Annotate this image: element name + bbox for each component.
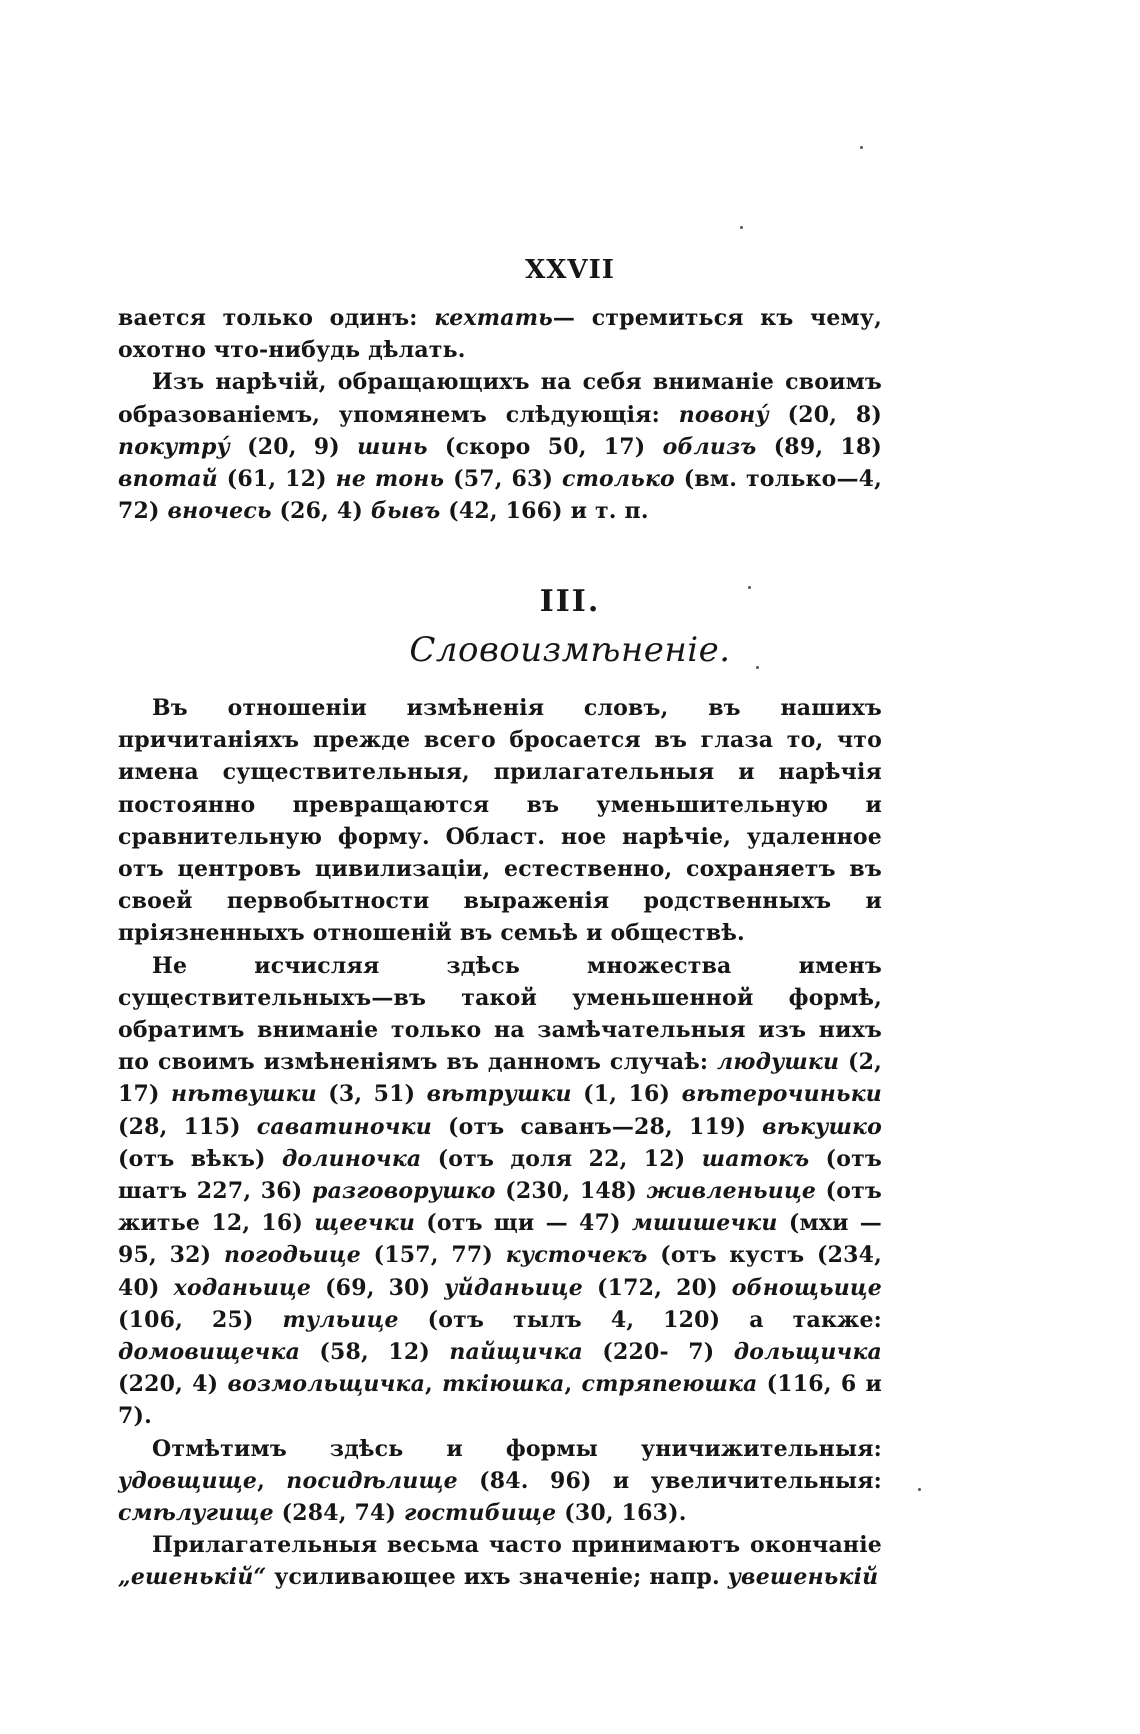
example-word: вѣкушко bbox=[762, 1113, 883, 1140]
adverbs-paragraph bbox=[118, 366, 882, 527]
example-word: тульице bbox=[282, 1306, 399, 1333]
example-word: возмольщичка bbox=[227, 1371, 426, 1398]
adverb-ref: (скоро 50, 17) bbox=[427, 433, 663, 460]
paragraph-3 bbox=[118, 1433, 882, 1530]
example-word: разговорушко bbox=[312, 1178, 496, 1205]
example-word: саватиночки bbox=[256, 1113, 432, 1140]
example-word: обнощьице bbox=[731, 1274, 882, 1301]
example-word: удовщище bbox=[118, 1467, 258, 1494]
example-word: живленьице bbox=[646, 1178, 817, 1205]
adverb-ref: (57, 63) bbox=[444, 466, 562, 493]
example-word: посидѣлище bbox=[286, 1467, 458, 1494]
example-ref: , bbox=[257, 1467, 287, 1494]
adverb-ref: (61, 12) bbox=[217, 466, 336, 493]
example-word: вѣтрушки bbox=[426, 1081, 572, 1108]
adverb-word: шинь bbox=[357, 433, 428, 460]
adverb-word: облизъ bbox=[662, 433, 757, 460]
page-number: XXVII bbox=[525, 255, 615, 285]
adverb-word: вночесь bbox=[167, 498, 272, 525]
example-ref: (отъ житье 12, 16) bbox=[118, 1178, 883, 1237]
example-ref: (220- 7) bbox=[583, 1339, 734, 1366]
adverb-ref: (89, 18) bbox=[756, 433, 882, 460]
paragraph-1: Въ отношеніи измѣненія словъ, въ нашихъ причитаніяхъ прежде всего бросается въ глаза то, что имена существительныя, прилагательныя и нарѣчія постоянно превращаются въ уменьшительную и сравнительную форму. Област. ное нарѣчіе, удаленное отъ центровъ цивилизаціи, естественно, сохраняетъ въ своей первобытности выраженія родственныхъ и пріязненныхъ отношеній въ семьѣ и обществѣ. bbox=[118, 695, 882, 947]
example-word: увешенькій bbox=[727, 1564, 879, 1591]
example-word: долиночка bbox=[281, 1145, 422, 1172]
example-ref: (отъ кустъ (234, 40) bbox=[118, 1242, 882, 1301]
intro-block bbox=[118, 302, 882, 527]
example-word: ткіюшка bbox=[442, 1371, 565, 1398]
print-speck bbox=[918, 1488, 921, 1491]
example-ref: (116, 6 и 7). bbox=[118, 1371, 883, 1430]
example-ref: , bbox=[425, 1371, 443, 1398]
example-word: вѣтерочиньки bbox=[681, 1081, 882, 1108]
adverb-ref: (20, 9) bbox=[229, 433, 358, 460]
example-ref: (мхи — 95, 32) bbox=[118, 1210, 883, 1269]
adverb-ref: (вм. только—4, 72) bbox=[118, 466, 883, 525]
adverb-ref: (20, 8) bbox=[768, 401, 882, 428]
example-word: людушки bbox=[717, 1049, 840, 1076]
example-ref: (отъ щи — 47) bbox=[415, 1210, 632, 1237]
paragraph-4 bbox=[118, 1529, 882, 1593]
example-ref: (отъ доля 22, 12) bbox=[421, 1145, 702, 1172]
intro-paragraph bbox=[118, 302, 882, 366]
example-ref: (2, 17) bbox=[118, 1049, 882, 1108]
example-ref: (28, 115) bbox=[118, 1113, 257, 1140]
example-word: шатокъ bbox=[701, 1145, 810, 1172]
example-word: погодьице bbox=[223, 1242, 361, 1269]
example-ref: (106, 25) bbox=[118, 1306, 283, 1333]
example-ref: , bbox=[564, 1371, 582, 1398]
print-speck bbox=[740, 226, 743, 229]
adverbs-lead: Изъ нарѣчій, обращающихъ на себя вниманіе своимъ образованіемъ, упомянемъ слѣдующія: bbox=[118, 369, 882, 428]
adverb-word: столько bbox=[561, 466, 675, 493]
example-word: смѣлугище bbox=[118, 1500, 274, 1527]
example-word: уйданьице bbox=[444, 1274, 584, 1301]
para4-mid: усиливающее ихъ значеніе; напр. bbox=[266, 1564, 728, 1591]
adverb-word: впотай bbox=[118, 466, 218, 493]
example-ref: (1, 16) bbox=[571, 1081, 682, 1108]
para3-lead: Отмѣтимъ здѣсь и формы уничижительныя: bbox=[152, 1435, 882, 1462]
para4-lead: Прилагательныя весьма часто принимаютъ окончаніе bbox=[152, 1532, 882, 1559]
example-ref: (отъ вѣкъ) bbox=[118, 1145, 282, 1172]
section-title: Словоизмѣненіе. bbox=[409, 630, 731, 670]
example-ref: (3, 51) bbox=[316, 1081, 427, 1108]
print-speck bbox=[748, 586, 751, 589]
main-text-block bbox=[118, 692, 882, 1594]
example-ref: (отъ шатъ 227, 36) bbox=[118, 1145, 882, 1205]
intro-word: кехтать bbox=[434, 305, 553, 331]
example-ref: (58, 12) bbox=[300, 1339, 450, 1366]
example-word: домовищечка bbox=[118, 1339, 301, 1366]
print-speck bbox=[860, 146, 863, 149]
example-ref: (отъ тылъ 4, 120) а также: bbox=[398, 1306, 882, 1333]
example-word: нѣтвушки bbox=[171, 1081, 317, 1108]
example-ref: (284, 74) bbox=[273, 1500, 404, 1527]
example-word: стряпеюшка bbox=[581, 1371, 758, 1398]
example-ref: (172, 20) bbox=[583, 1274, 732, 1301]
adverb-word: покутру́ bbox=[118, 433, 230, 460]
para2-lead: Не исчисляя здѣсь множества именъ существительныхъ—въ такой уменьшенной формѣ, обратимъ вниманіе только на замѣчательныя изъ нихъ по своимъ измѣненіямъ въ данномъ случаѣ: bbox=[118, 952, 882, 1076]
adverb-ref: (26, 4) bbox=[271, 498, 371, 525]
example-ref: (30, 163). bbox=[556, 1500, 687, 1527]
example-word: пайщичка bbox=[449, 1339, 583, 1366]
example-ref: (69, 30) bbox=[311, 1274, 445, 1301]
intro-text-b: — стремиться къ чему, охотно что-нибудь дѣлать. bbox=[118, 305, 882, 364]
intro-text-a: вается только одинъ: bbox=[118, 305, 435, 331]
example-word: кусточекъ bbox=[505, 1242, 648, 1269]
adverb-word: повону́ bbox=[678, 401, 769, 428]
example-ref: (отъ саванъ—28, 119) bbox=[431, 1113, 763, 1140]
example-ref: (84. 96) и увеличительныя: bbox=[457, 1467, 883, 1494]
adverb-ref: (42, 166) и т. п. bbox=[440, 498, 649, 525]
example-word: щеечки bbox=[314, 1210, 416, 1237]
example-ref: (220, 4) bbox=[118, 1371, 228, 1398]
adverb-word: не тонь bbox=[335, 466, 445, 493]
example-word: гостибище bbox=[404, 1500, 557, 1527]
print-speck bbox=[756, 666, 759, 669]
example-word: ходаньице bbox=[173, 1274, 312, 1301]
example-word: дольщичка bbox=[733, 1339, 882, 1366]
example-ref: (157, 77) bbox=[360, 1242, 506, 1269]
example-word: „ешенькій“ bbox=[118, 1564, 267, 1591]
adverb-word: бывъ bbox=[370, 498, 441, 525]
paragraph-2 bbox=[118, 950, 882, 1433]
section-number: III. bbox=[539, 584, 601, 619]
example-word: мшишечки bbox=[631, 1210, 778, 1237]
example-ref: (230, 148) bbox=[495, 1178, 647, 1205]
